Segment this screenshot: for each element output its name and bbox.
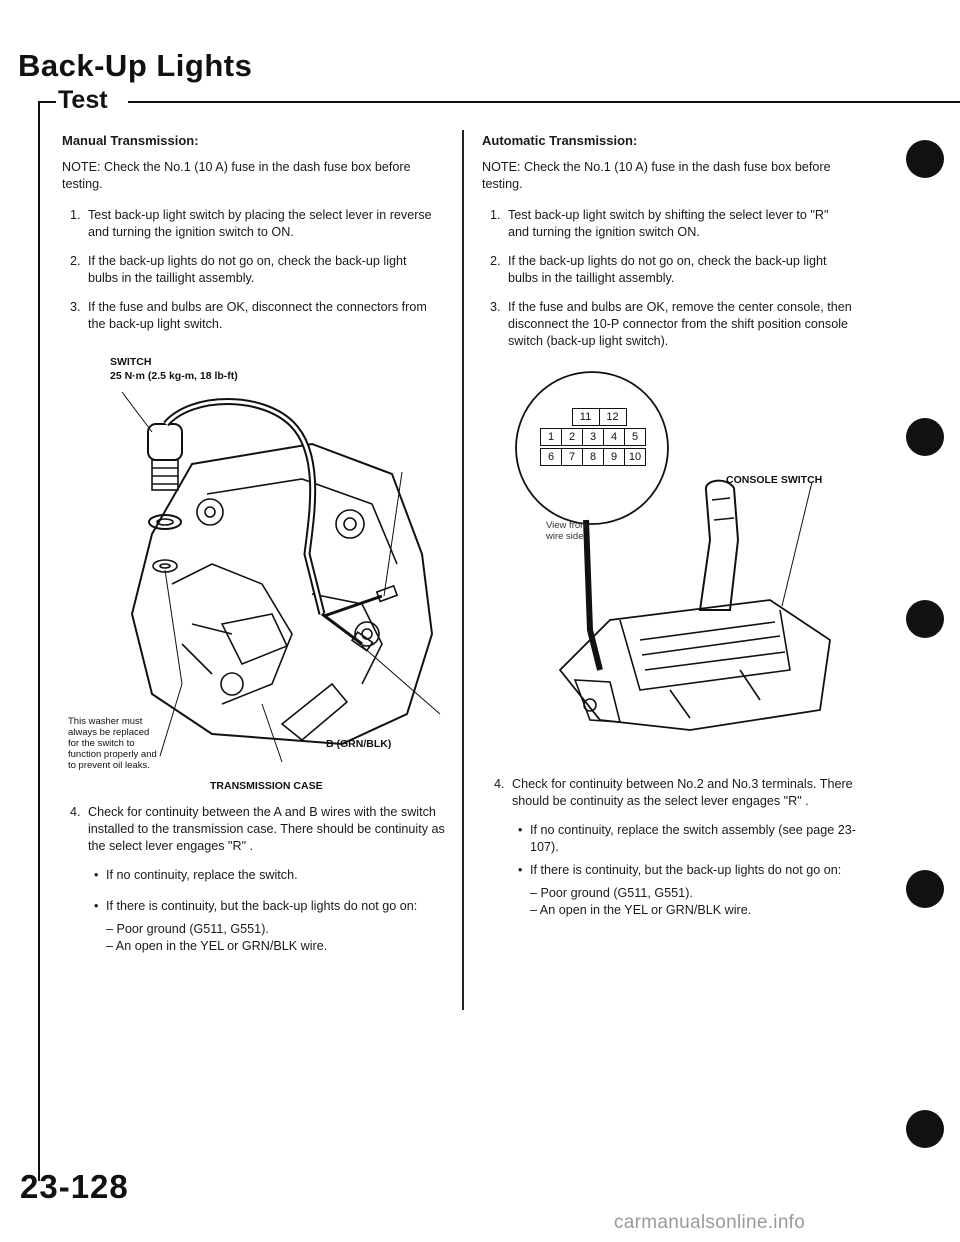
- binder-tab-2: [906, 418, 944, 456]
- automatic-dash-ground: – Poor ground (G511, G551).: [530, 886, 693, 900]
- manual-continuity-section: [62, 804, 446, 955]
- manual-step-1: 1. Test back-up light switch by placing the select lever in reverse and turning the ignition switch to ON.: [70, 208, 432, 239]
- manual-note: NOTE: Check the No.1 (10 A) fuse in the dash fuse box before testing.: [62, 160, 411, 191]
- manual-transmission-section: [62, 132, 440, 345]
- header-rule: [128, 101, 960, 103]
- terminal-11: 11: [572, 408, 600, 426]
- terminal-10: 10: [625, 448, 646, 466]
- binder-tab-5: [906, 1110, 944, 1148]
- automatic-step-3: 3. If the fuse and bulbs are OK, remove the center console, then disconnect the 10-P connector from the shift position console switch (back-up light switch).: [490, 300, 852, 348]
- manual-dash-open: – An open in the YEL or GRN/BLK wire.: [106, 939, 328, 953]
- wire-b-label: B (GRN/BLK): [326, 738, 392, 750]
- terminal-9: 9: [604, 448, 625, 466]
- watermark: carmanualsonline.info: [614, 1212, 806, 1233]
- manual-steps: [62, 207, 440, 333]
- manual-step-3: 3. If the fuse and bulbs are OK, disconnect the connectors from the back-up light switch.: [70, 300, 427, 331]
- connector-terminal-grid: [522, 408, 664, 466]
- terminal-7: 7: [562, 448, 583, 466]
- section-title: Test: [58, 86, 108, 114]
- binder-tab-3: [906, 600, 944, 638]
- automatic-continuity-section: [486, 776, 856, 919]
- manual-bullet-no-continuity: • If no continuity, replace the switch.: [92, 867, 446, 884]
- terminal-2: 2: [562, 428, 583, 446]
- automatic-step-2: 2. If the back-up lights do not go on, check the back-up light bulbs in the taillight assembly.: [490, 254, 827, 285]
- wire-a-label: A (YEL): [396, 464, 434, 476]
- terminal-12: 12: [600, 408, 627, 426]
- terminal-3: 3: [583, 428, 604, 446]
- automatic-steps: [482, 207, 852, 350]
- transmission-case-label: TRANSMISSION CASE: [210, 780, 323, 792]
- terminal-5: 5: [625, 428, 646, 446]
- torque-spec: 25 N·m (2.5 kg-m, 18 lb-ft): [110, 370, 238, 382]
- automatic-bullet-no-continuity: • If no continuity, replace the switch assembly (see page 23-107).: [516, 822, 856, 856]
- automatic-bullet-continuity: • If there is continuity, but the back-up lights do not go on:: [516, 862, 856, 879]
- view-from-wire-side-label: View from wire side: [546, 520, 589, 542]
- automatic-heading: Automatic Transmission:: [482, 133, 638, 148]
- terminal-1: 1: [540, 428, 562, 446]
- manual-dash-ground: – Poor ground (G511, G551).: [106, 922, 269, 936]
- frame-rule-left: [38, 101, 40, 1181]
- terminal-4: 4: [604, 428, 625, 446]
- header-rule-left: [38, 101, 56, 103]
- switch-label: SWITCH: [110, 356, 152, 368]
- page-title: Back-Up Lights: [18, 48, 253, 83]
- automatic-step-1: 1. Test back-up light switch by shifting the select lever to "R" and turning the ignition switch ON.: [490, 208, 829, 239]
- automatic-transmission-section: [482, 132, 852, 362]
- washer-note: This washer must always be replaced for the switch to function properly and to prevent oil leaks.: [68, 716, 157, 771]
- binder-tab-1: [906, 140, 944, 178]
- console-switch-label: CONSOLE SWITCH: [726, 474, 823, 486]
- terminal-6: 6: [540, 448, 562, 466]
- automatic-dash-open: – An open in the YEL or GRN/BLK wire.: [530, 903, 752, 917]
- binder-tab-4: [906, 870, 944, 908]
- manual-heading: Manual Transmission:: [62, 133, 199, 148]
- terminal-8: 8: [583, 448, 604, 466]
- automatic-step-4: 4. Check for continuity between No.2 and No.3 terminals. There should be continuity as the select lever engages "R" .: [494, 777, 853, 808]
- manual-bullet-continuity: • If there is continuity, but the back-up lights do not go on:: [92, 898, 446, 915]
- column-divider: [462, 130, 464, 1010]
- automatic-note: NOTE: Check the No.1 (10 A) fuse in the dash fuse box before testing.: [482, 160, 831, 191]
- manual-step-2: 2. If the back-up lights do not go on, check the back-up light bulbs in the taillight assembly.: [70, 254, 407, 285]
- manual-step-4: 4. Check for continuity between the A and B wires with the switch installed to the transmission case. There should be continuity as the select lever engages "R" .: [70, 805, 445, 853]
- page-number: 23-128: [20, 1168, 129, 1205]
